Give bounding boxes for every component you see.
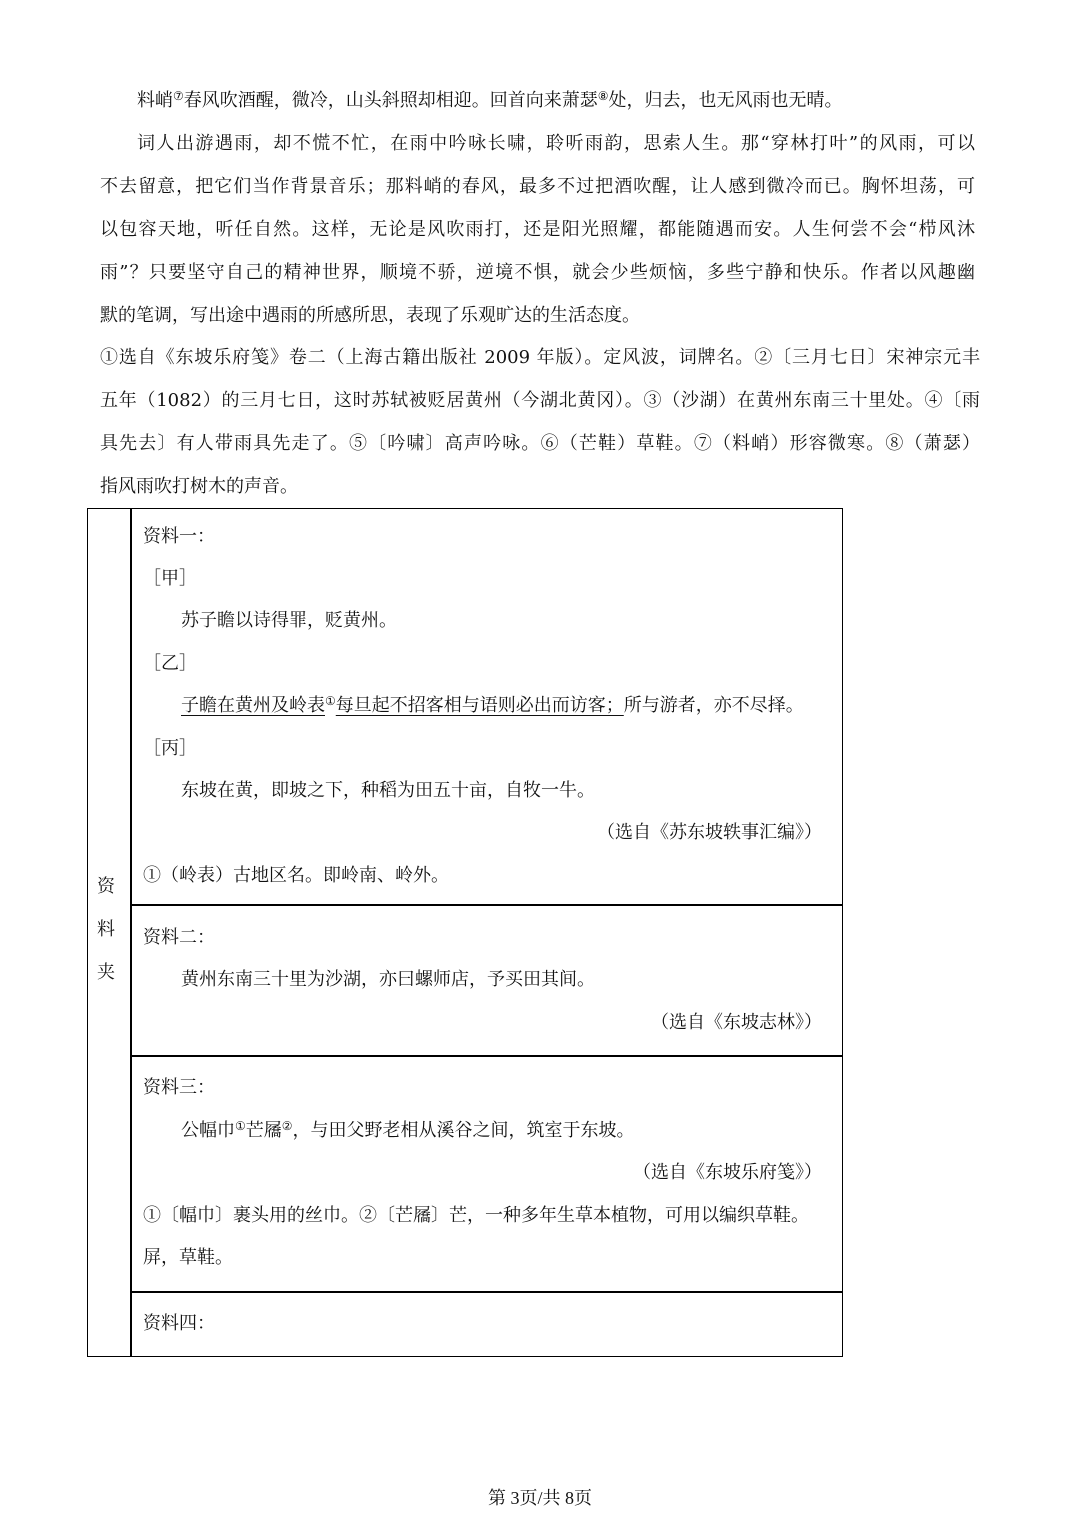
notes-line: 具先去〕有人带雨具先走了。⑤〔吟啸〕高声吟咏。⑥（芒鞋）草鞋。⑦（料峭）形容微寒。⑧（萧瑟） [100,433,980,454]
footnote-mark: ② [281,1119,293,1133]
footnote-mark: ① [325,694,336,708]
underlined-text: 子瞻在黄州及岭表 [181,695,325,716]
material-1-bing-text: 东坡在黄，即坡之下，种稻为田五十亩，自牧一牛。 [181,780,595,801]
footnote-mark: ⑧ [597,89,609,103]
poem-text: 料峭 [137,90,173,111]
folder-side-label-2: 料 [97,919,115,940]
poem-text: 春风吹酒醒，微冷，山头斜照却相迎。回首向来萧瑟 [183,90,598,111]
material-1-note: ①（岭表）古地区名。即岭南、岭外。 [143,865,449,886]
material-3-title: 资料三： [143,1077,215,1098]
folder-side-label-3: 夹 [97,962,115,983]
underlined-text: 每旦起不招客相与语则必出而访客； [335,695,624,716]
material-1-jia-text: 苏子瞻以诗得罪，贬黄州。 [181,610,397,631]
material-1-title: 资料一： [143,526,215,547]
analysis-line: 以包容天地，听任自然。这样，无论是风吹雨打，还是阳光照耀，都能随遇而安。人生何尝不会“栉风沐 [100,219,975,240]
material-1-jia-label: ［甲］ [143,568,197,589]
poem-last-line [137,88,843,114]
m3-text: 公幅巾 [181,1120,235,1141]
material-1-yi-text [181,693,804,719]
table-divider [130,1291,843,1293]
yi-text-rest: 所与游者，亦不尽择。 [623,695,804,716]
material-3-note: ①〔幅巾〕裹头用的丝巾。②〔芒屩〕芒，一种多年生草本植物，可用以编织草鞋。 [143,1205,809,1226]
material-2-text: 黄州东南三十里为沙湖，亦曰螺师店，予买田其间。 [181,969,595,990]
poem-text: 处，归去，也无风雨也无晴。 [608,90,843,111]
footnote-mark: ⑦ [173,89,184,103]
table-divider [130,1055,843,1057]
page-footer: 第 3页/共 8页 [487,1488,592,1508]
analysis-line: 不去留意，把它们当作背景音乐；那料峭的春风，最多不过把酒吹醒，让人感到微冷而已。胸怀坦荡，可 [100,176,975,197]
material-2-source: （选自《东坡志林》） [651,1012,822,1033]
material-1-source: （选自《苏东坡轶事汇编》） [597,822,822,843]
analysis-line: 词人出游遇雨，却不慌不忙，在雨中吟咏长啸，聆听雨韵，思索人生。那“穿林打叶”的风雨，可以 [137,133,975,154]
material-2-title: 资料二： [143,927,215,948]
material-4-title: 资料四： [143,1313,215,1334]
material-1-bing-label: ［丙］ [143,738,197,759]
notes-line: ①选自《东坡乐府笺》卷二（上海古籍出版社 2009 年版）。定风波，词牌名。②〔三月七日〕宋神宗元丰 [100,347,980,368]
footnote-mark: ① [235,1119,246,1133]
material-3-text [181,1118,635,1144]
analysis-line: 雨”？只要坚守自己的精神世界，顺境不骄，逆境不惧，就会少些烦恼，多些宁静和快乐。作者以风趣幽 [100,262,975,283]
folder-side-label-1: 资 [97,876,115,897]
m3-text: 芒屩 [245,1120,282,1141]
notes-line: 五年（1082）的三月七日，这时苏轼被贬居黄州（今湖北黄冈）。③（沙湖）在黄州东南三十里处。④〔雨 [100,390,980,411]
material-1-yi-label: ［乙］ [143,653,197,674]
m3-text: ，与田父野老相从溪谷之间，筑室于东坡。 [292,1120,635,1141]
table-divider [130,904,843,906]
material-3-source: （选自《东坡乐府笺》） [633,1162,822,1183]
notes-line: 指风雨吹打树木的声音。 [100,476,298,497]
table-divider-vertical [130,508,132,1357]
material-3-note: 屏，草鞋。 [143,1247,233,1268]
analysis-line: 默的笔调，写出途中遇雨的所感所思，表现了乐观旷达的生活态度。 [100,305,640,326]
